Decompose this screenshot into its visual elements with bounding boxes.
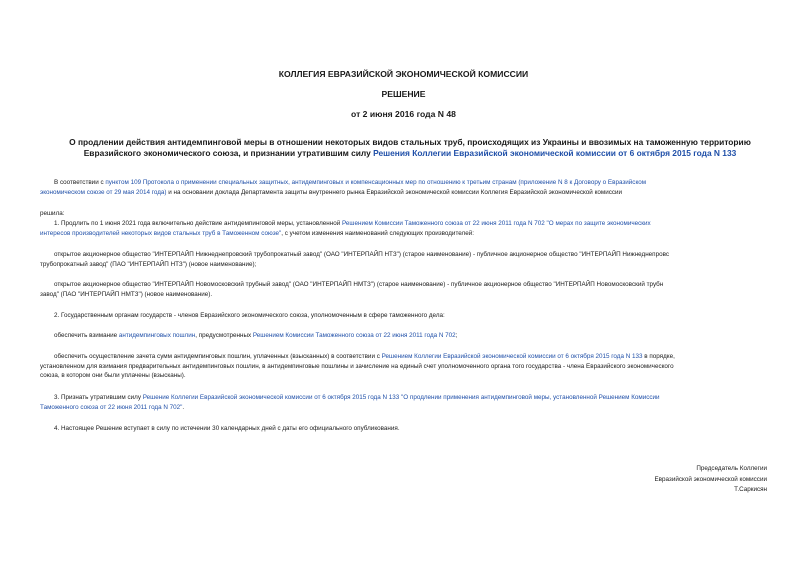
document-type: РЕШЕНИЕ — [381, 89, 426, 99]
item-1-text-2: , с учетом изменения наименований следующих производителей: — [281, 229, 475, 237]
item-3-line-2 — [40, 403, 771, 413]
antidumping-duties-link[interactable]: антидемпинговых пошлин — [118, 332, 196, 339]
producer-2-line-2: завод" (ПАО "ИНТЕРПАЙП НМТЗ") (новое наименование). — [40, 290, 213, 298]
producer-1-paragraph — [40, 250, 771, 269]
document-date: от 2 июня 2016 года N 48 — [351, 109, 456, 119]
item-1-line-1 — [40, 219, 771, 229]
repealed-decision-link[interactable]: Решения Коллегии Евразийской экономической комиссии от 6 октября 2015 года N 133 — [373, 148, 737, 158]
preamble-paragraph — [40, 178, 771, 197]
title-line-1: О продлении действия антидемпинговой меры в отношении некоторых видов стальных труб, происходящих из Украины и ввозимых на таможенную территорию — [69, 137, 751, 147]
item-2-paragraph: 2. Государственным органам государств - членов Евразийского экономического союза, уполномоченным в сфере таможенного дела: — [54, 312, 445, 319]
producer-2-paragraph — [40, 280, 771, 299]
offset-line-3: союза, в котором они были уплачены (взысканы). — [40, 372, 186, 380]
offset-text: обеспечить осуществление зачета сумм антидемпинговых пошлин, уплаченных (взысканных) в соответствии с — [54, 353, 382, 360]
duty-paragraph — [40, 331, 771, 341]
producer-2-line-1: открытое акционерное общество "ИНТЕРПАЙП Новомосковский трубный завод" (ОАО "ИНТЕРПАЙП НМТЗ") (старое наименование) - публичное акционерное общество "ИНТЕРПАЙП Новомосковский трубн — [54, 281, 664, 288]
offset-paragraph — [40, 352, 771, 381]
preamble-line-1 — [40, 178, 771, 188]
offset-line-1 — [40, 352, 771, 362]
decision-702-link[interactable]: Решением Комиссии Таможенного союза от 22 июня 2011 года N 702 "О мерах по защите экономических — [342, 220, 651, 227]
item-3-text-2: . — [182, 403, 185, 411]
repeal-133-link[interactable]: Решение Коллегии Евразийской экономической комиссии от 6 октября 2015 года N 133 "О продлении применения антидемпинговой меры, установленной Решением Комиссии — [142, 394, 660, 401]
producer-1-line-1: открытое акционерное общество "ИНТЕРПАЙП Нижнеднепровский трубопрокатный завод" (ОАО "ИНТЕРПАЙП НТЗ") (старое наименование) - публичное акционерное общество "ИНТЕРПАЙП Нижнеднепровс — [54, 251, 670, 258]
duty-text-2: , предусмотренных — [195, 332, 253, 339]
signature-block — [567, 464, 767, 496]
duty-line — [40, 331, 771, 341]
producer-1-line-2: трубопрокатный завод" (ПАО "ИНТЕРПАЙП НТЗ") (новое наименование); — [40, 260, 257, 268]
resolved-label: решила: — [40, 210, 65, 217]
offset-text-2: в порядке, — [642, 353, 675, 360]
title-line-2 — [40, 148, 780, 159]
document-title — [40, 137, 780, 159]
item-1-paragraph — [40, 219, 771, 238]
item-3-text: 3. Признать утратившим силу — [54, 394, 143, 401]
decision-702-link-cont[interactable]: интересов производителей некоторых видов стальных труб в Таможенном союзе" — [40, 229, 282, 237]
decision-702-short-link[interactable]: Решением Комиссии Таможенного союза от 22 июня 2011 года N 702 — [252, 332, 456, 339]
preamble-text: В соответствии с — [54, 179, 106, 186]
repeal-133-link-cont[interactable]: Таможенного союза от 22 июня 2011 года N 702" — [40, 403, 183, 411]
offset-line-2: установленном для взимания предварительных антидемпинговых пошлин, в антидемпинговые пошлины и зачисление на единый счет уполномоченного органа того государства - члена Евразийского экономического — [40, 362, 674, 370]
item-1-text: 1. Продлить по 1 июня 2021 года включительно действие антидемпинговой меры, установленной — [54, 220, 342, 227]
item-1-line-2 — [40, 229, 771, 239]
duty-text: обеспечить взимание — [54, 332, 119, 339]
item-4-paragraph: 4. Настоящее Решение вступает в силу по истечении 30 календарных дней с даты его официального опубликования. — [54, 425, 400, 432]
signature-position: Председатель Коллегии — [696, 465, 767, 472]
title-text: Евразийского экономического союза, и признании утратившим силу — [83, 148, 374, 158]
treaty-link[interactable]: экономическом союзе от 29 мая 2014 года) — [40, 188, 167, 196]
issuing-body: КОЛЛЕГИЯ ЕВРАЗИЙСКОЙ ЭКОНОМИЧЕСКОЙ КОМИССИИ — [278, 69, 529, 79]
signature-organization: Евразийской экономической комиссии — [654, 475, 767, 483]
protocol-link[interactable]: пунктом 109 Протокола о применении специальных защитных, антидемпинговых и компенсационных мер по отношению к третьим странам (приложение N 8 к Договору о Евразийском — [105, 179, 647, 186]
decision-133-link[interactable]: Решением Коллегии Евразийской экономической комиссии от 6 октября 2015 года N 133 — [381, 353, 643, 360]
signature-name: Т.Саркисян — [734, 486, 767, 494]
item-3-paragraph — [40, 393, 771, 412]
item-3-line-1 — [40, 393, 771, 403]
preamble-text-2: и на основании доклада Департамента защиты внутреннего рынка Евразийской экономической комиссии Коллегия Евразийской экономической комиссии — [166, 188, 623, 196]
duty-text-3: ; — [455, 332, 458, 339]
preamble-line-2 — [40, 188, 771, 198]
